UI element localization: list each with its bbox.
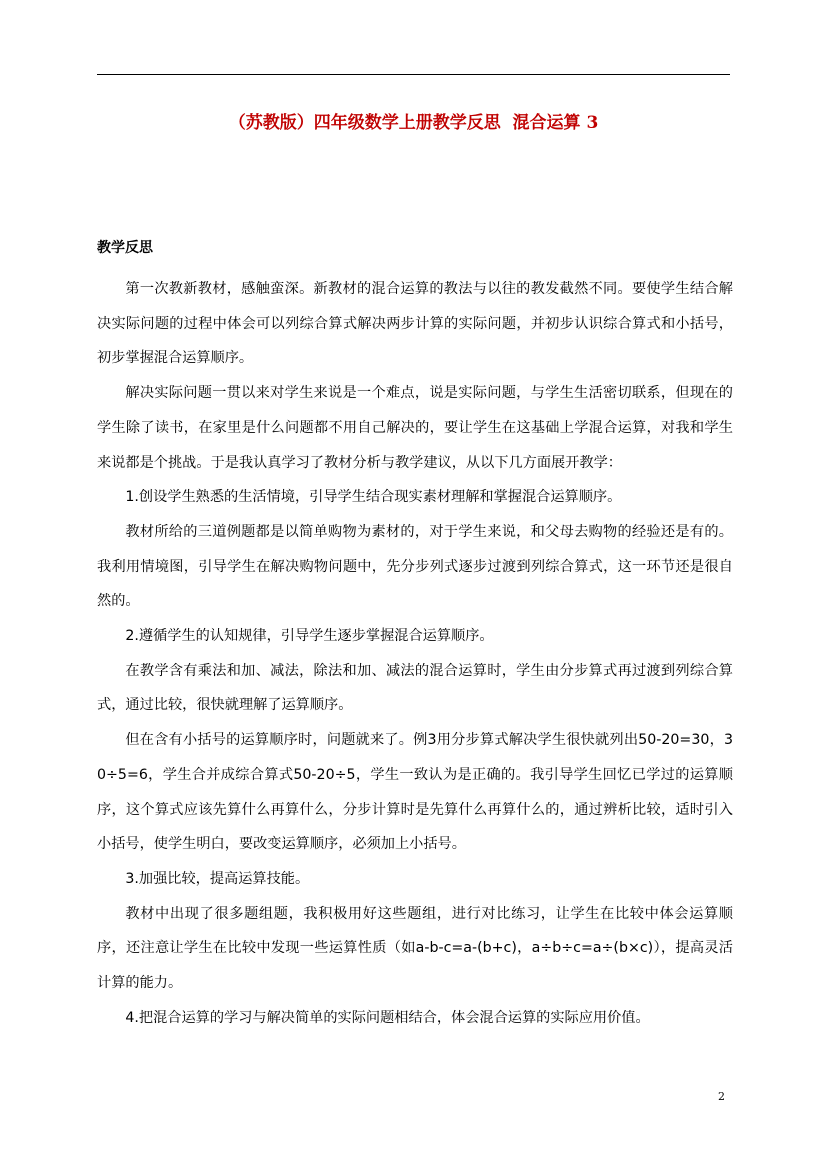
- paragraph-intro: 第一次教新教材，感触蛮深。新教材的混合运算的教法与以往的教发截然不同。要使学生结合解决实际问题的过程中体会可以列综合算式解决两步计算的实际问题，并初步认识综合算式和小括号，初步掌握混合运算顺序。: [97, 281, 733, 367]
- page-number: 2: [718, 1090, 725, 1103]
- paragraph-point-2: 2.遵循学生的认知规律，引导学生逐步掌握混合运算顺序。: [125, 628, 494, 645]
- header-rule: [97, 74, 730, 75]
- document-title: （苏教版）四年级数学上册教学反思 混合运算 3: [228, 113, 599, 133]
- paragraph-point-4: 4.把混合运算的学习与解决简单的实际问题相结合，体会混合运算的实际应用价值。: [125, 1009, 650, 1026]
- paragraph-point-1-detail: 教材所给的三道例题都是以简单购物为素材的，对于学生来说，和父母去购物的经验还是有的。我利用情境图，引导学生在解决购物问题中，先分步列式逐步过渡到列综合算式，这一环节还是很自然的。: [97, 523, 733, 610]
- document-body: [97, 272, 733, 1035]
- paragraph-point-3: 3.加强比较，提高运算技能。: [125, 870, 310, 887]
- paragraph-parentheses: 但在含有小括号的运算顺序时，问题就来了。例3用分步算式解决学生很快就列出50-20=30，30÷5=6，学生合并成综合算式50-20÷5，学生一致认为是正确的。我引导学生回忆已学过的运算顺序，这个算式应该先算什么再算什么，分步计算时是先算什么再算什么的，通过辨析比较，适时引入小括号，使学生明白，要改变运算顺序，必须加上小括号。: [97, 732, 733, 853]
- paragraph-point-2-detail: 在教学含有乘法和加、减法，除法和加、减法的混合运算时，学生由分步算式再过渡到列综合算式，通过比较，很快就理解了运算顺序。: [97, 662, 733, 714]
- section-heading: 教学反思: [97, 240, 153, 256]
- paragraph-point-3-detail: 教材中出现了很多题组题，我积极用好这些题组，进行对比练习，让学生在比较中体会运算顺序，还注意让学生在比较中发现一些运算性质（如a-b-c=a-(b+c)，a÷b÷c=a÷(b×c)），提高灵活计算的能力。: [97, 905, 733, 992]
- paragraph-point-1: 1.创设学生熟悉的生活情境，引导学生结合现实素材理解和掌握混合运算顺序。: [125, 489, 622, 506]
- paragraph-challenge: 解决实际问题一贯以来对学生来说是一个难点，说是实际问题，与学生生活密切联系，但现在的学生除了读书，在家里是什么问题都不用自己解决的，要让学生在这基础上学混合运算，对我和学生来说都是个挑战。于是我认真学习了教材分析与教学建议，从以下几方面展开教学：: [97, 385, 733, 471]
